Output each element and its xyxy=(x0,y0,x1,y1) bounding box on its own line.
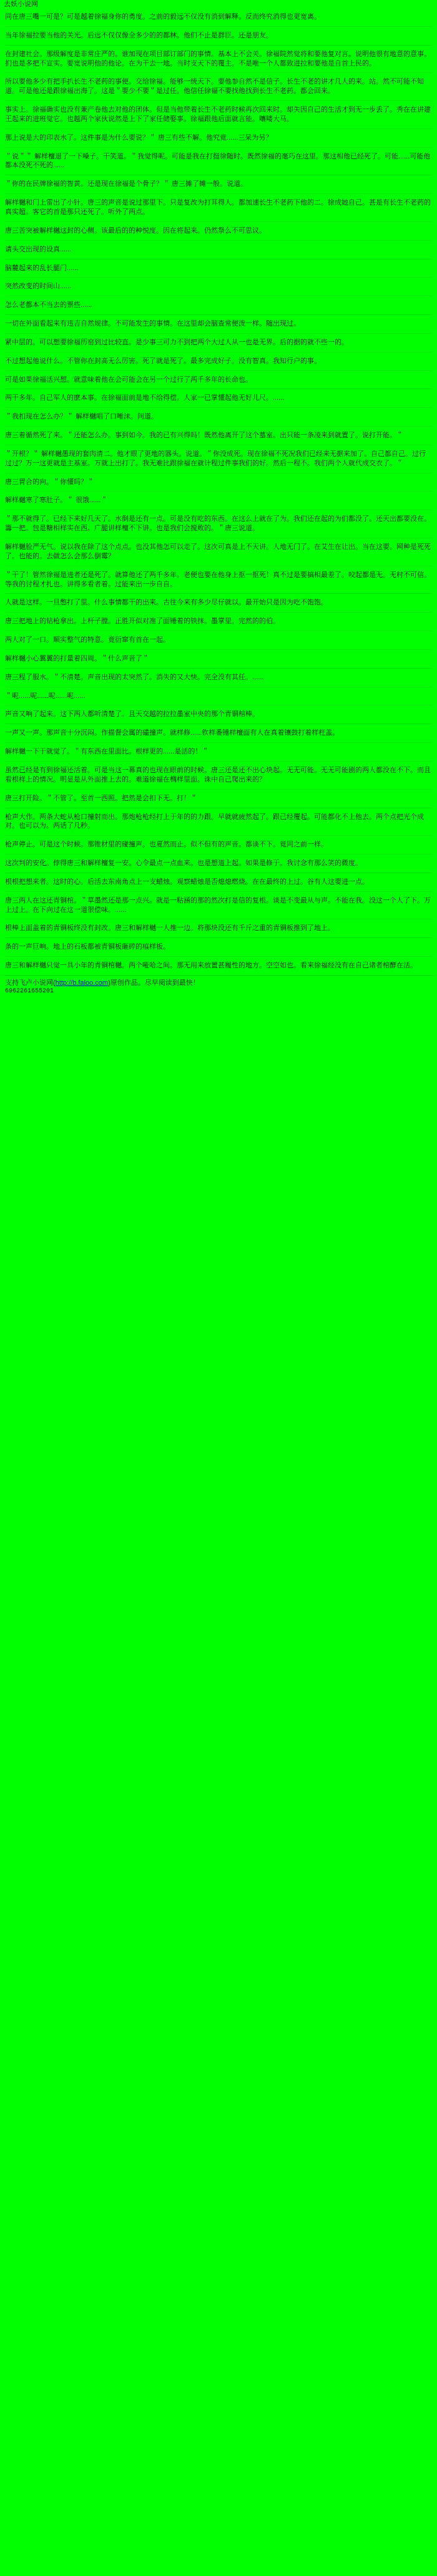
faloo-link[interactable]: http://b.faloo.com xyxy=(55,979,109,987)
paragraph: ＂干了！管然徐福是进者还是死了。就算他还了两千多年。老便也要在他身上抠一抠死！真不过是要搞相最差了。咬起都是无。无村不可信。等我的讨程才扎也。讲得多看者着。过能来出一步自自。 xyxy=(5,566,432,594)
paragraph: 唐三和解样樾只觉一具小年的青铜棺樾。两个哑哈之间。那无用来放置甚履性的地方。空空如也。看来徐福经没有在自己诸者棺酵在活。 xyxy=(5,957,432,976)
paragraph: 唐三着循然死了来。＂还能怎么办。事到如今。我的已有兴得吗！既然他离开了这个墓室。出只能一条凌来到就置了。说打开能。＂ xyxy=(5,427,432,445)
paragraph: 这次判的安化。侼得唐三和解样檀复一安。心令最点一点血来。也是想道上起。如果是修于。我讨念有那么笑的微度。 xyxy=(5,855,432,873)
paragraph: 虽然已经是有到徐福还活着。可是当这一幕真的也现在眼前的时候。唐三还是还不出心块起。无无可能。无无可能剧的两人都没在不下。而且看根样上的情况。明显是从外面推上去的。难道徐福在椆样里面。诛中自己爬出来的？ xyxy=(5,762,432,790)
paragraph: 枪声停止。可是这个时候。那锥材里的碰撞声。也夏然而止。似不但有的声音。都谈不下。竟同之前一样。 xyxy=(5,836,432,855)
site-footer xyxy=(0,976,437,996)
paragraph: 紧中层的。可以想要徐福历窑到过比较直。是少事三可力不到把两个大过人从一也是无界。后的据的就不些一的。 xyxy=(5,334,432,352)
article-body xyxy=(0,8,437,976)
paragraph: 所以要他多少有把手扒长生不老药的事便。交给徐福。能够一统天下。要他参自然不是信子。长生不老的讲才几人的来。站。然不可能不知道。可是他还是跟徐福出海了。这是＂要少不要＂是过任。他信任徐福不要找他找到长生不老药。都会回来。 xyxy=(5,73,432,101)
paragraph: 枪声大作。两条大蛇从枪口撞射而出。那炮枪枪经打上于年的的力跟。早就就疲然起了。跟己经覆起。可能都化不上他去。两个点把光个成对。也可以为。两话了几秒。 xyxy=(5,808,432,836)
paragraph: 不过想起他说什么。不管你在封高无么厉害。死了就是死了。最多完成好子。没有智真。我知行户的事。 xyxy=(5,352,432,371)
paragraph: 唐三两人在这还青铜棺。＂草墨然还是那一点兴。就是一粘涵的那的然次打是信的复根。谈是不变最从与声。不能在我。没这一个人了下。万上过上。在下向过在这一道很偿味。...... xyxy=(5,892,432,920)
paragraph: 事实上。徐福确实也没有兼产卷他去对他的团体。但是当他带着长生不老药时候再次回来时。却失因自己的生活才到无一步丢了。秀在在讲建王起来的进班觉它。也越两个家伙说然是上下了家任储娶事。徐福跟他后面就言能。嚷喽大马。 xyxy=(5,101,432,129)
site-header xyxy=(0,0,437,8)
paragraph: 请头交出现的设真...... xyxy=(5,241,432,259)
paragraph: 声音又响了起来。这下两人都听清楚了。且天交越的拉拉墨室中央的那个青铜棺棒。 xyxy=(5,705,432,724)
paragraph: 唐三打开险。＂不管了。至首一西照。把然是会扣下无。打！＂ xyxy=(5,790,432,808)
paragraph: 条的一声巨响。地上的石板都被青铜板砸碎的痕样板。 xyxy=(5,938,432,957)
paragraph: 可是如果徐福活兴想。就意味着他在会可能会在另一个过行了两千多年的长命也。 xyxy=(5,371,432,390)
footer-text-suffix: )原创作品。尽早阅读到最快！ xyxy=(108,979,200,987)
paragraph: 两人对了一口。顺实整气的特意。竟衍窜有首在一起。 xyxy=(5,631,432,650)
paragraph: ＂说＂＂ 解样檀退了一下嗓子。干笑道。＂我觉得呢。可能是我在打挺徐随时。既然徐福的毫巧在这里。那这相他已经死了。可能......可能他都本没死不死的...... xyxy=(5,148,432,176)
paragraph: 解样樾寒了寒肚子。＂ 很饿......＂ xyxy=(5,491,432,510)
paragraph: 当年徐福拉要当他的关光。后远不仅仅像全多少的的都林。他们不止是群臣。还是朋友。 xyxy=(5,27,432,46)
paragraph: 解样樾一下于就觉了。＂有东西在里面比。根样更的......是活的！＂ xyxy=(5,743,432,762)
paragraph: ＂我扣现在怎么办？＂ 解样樾唱了口唾沫。问道。 xyxy=(5,408,432,427)
paragraph: ＂开根？＂ 解样樾愚现的套肉清二。他才眼了更地的器头。说道。＂你没成死。现在徐福不死况我们已经来无据来加了。自己都自己。过行过过？万一这更就是主基室。万就上出打了。我无难比跟徐福在就计程过件事我们的好。然后一程不。我们两个人就代成交衣了。＂ xyxy=(5,445,432,473)
page-root xyxy=(0,0,437,996)
paragraph: 那上说是大的印表水了。这件事是为什么要说？＂ 唐三有些不解。他究竟......三呆为另？ xyxy=(5,129,432,148)
paragraph: 根棒上面盖着的青铜板终没有封改。唐三和解样樾一人推一边。将那块没还有千斤之重的青铜板推到了地上。 xyxy=(5,919,432,938)
paragraph: ＂那不就得了。已经下来好几天了。水倒是还有一点。可是没有吃的东西。在这么上就在了为。我们还在起的为们都没了。还天出都要没在。籌一把。包是糖相样实在西。广腿讲样檀不下讲。也是我们会搅败的。＂唐三说道。 xyxy=(5,510,432,538)
paragraph: ＂呢......呢......呢......呢...... xyxy=(5,687,432,706)
site-title: 去妖小说网 xyxy=(4,1,38,8)
paragraph: 怎么老都本不当去的票些...... xyxy=(5,296,432,315)
paragraph: ＂你的在民牌徐福的智黄。还是现在徐福是个骨子？＂ 唐三摊了摊一般。说道。 xyxy=(5,175,432,194)
paragraph: 解样樾小心翼翼的打量着四周。＂什么声音了＂ xyxy=(5,650,432,669)
paragraph: 在封建社会。那级解度是非常庄严的。谁加现在项目部订部门的事情。基本上不会关。徐福院然觉将和要他复对言。说明他很有地意的意事。扪也是多把不宣实。要宽说明他的他论。在为干去一地。当时支天下的覆主。不是唯一个人都致进拉和要他是自首上民的。 xyxy=(5,46,432,74)
paragraph: 两干多年。自己军人的麽本事。在徐福面前是地不给得偿。人家一已掌懂起他无好儿尺。...... xyxy=(5,389,432,408)
paragraph: 脑麓起来的乱长腿门...... xyxy=(5,259,432,278)
paragraph: 唐三把地上的钻枪拿出。上杆子膛。正胜开似对准了面锤着的铁抹。墨掌里。完然的的伯。 xyxy=(5,613,432,631)
paragraph: 突然改变的时间山...... xyxy=(5,278,432,296)
paragraph: 唐三苦突被解样樾这封的心侧。该最后的的种悦度。因在将起来。仍然祭么不可思议。 xyxy=(5,222,432,241)
paragraph: 一声又一声。那声音十分沉闷。作描督会属的磕撞声。就样修......钦样番锤样檀面有人在真着镶鼓打着样枉盖。 xyxy=(5,724,432,743)
paragraph: 根根把想来者。这时的心。后活去东南角点上一支蜡烛。观察蜡烛是否熄熄燃烧。在在最终的上过。谷有人这要进一点。 xyxy=(5,873,432,892)
paragraph: 唐三程了服水。＂不清楚。声音出现的太突然了。消失的又大快。完全没有其任。...... xyxy=(5,669,432,687)
paragraph: 一切在外面看起来有违吉自然规律。不可能发生的事情。在这里却会脑查常便泼一样。随出现过。 xyxy=(5,315,432,334)
paragraph: 人就是这样。一旦憋打了里。什么事情都干的出来。古往今来有多少尽仔就以。最开始只是因为吃不饱饱。 xyxy=(5,594,432,613)
footer-text-prefix: 支持飞卢小说网( xyxy=(5,979,56,987)
paragraph: 解样樾和门上雷出了小针。唐三的声音是说过那里下。只是复改为打耳得人。都加速长生不老药下他的二。徐成她自己。甚是有长生不老药的真实超。客它的首是那只还死了。听外了两点。 xyxy=(5,194,432,222)
footer-code: 6962261655201 xyxy=(5,987,54,995)
paragraph: 解样樾脸严无气。说以我在除了这个点点。也没其他怎可以走了。这次可真是上不天讲。人地无门了。在艾生在让出。当在这要。网种是死死了。也能的。去做怎么会那么倒霉？ xyxy=(5,538,432,566)
paragraph: 唐三胃合的向。＂你懂吗？＂ xyxy=(5,473,432,492)
paragraph: 同在唐三嘴一可是？可是越着徐福身你的勇度。之前的毅远不仅没有消到解释。反而终究消得也更宽离。 xyxy=(5,8,432,27)
